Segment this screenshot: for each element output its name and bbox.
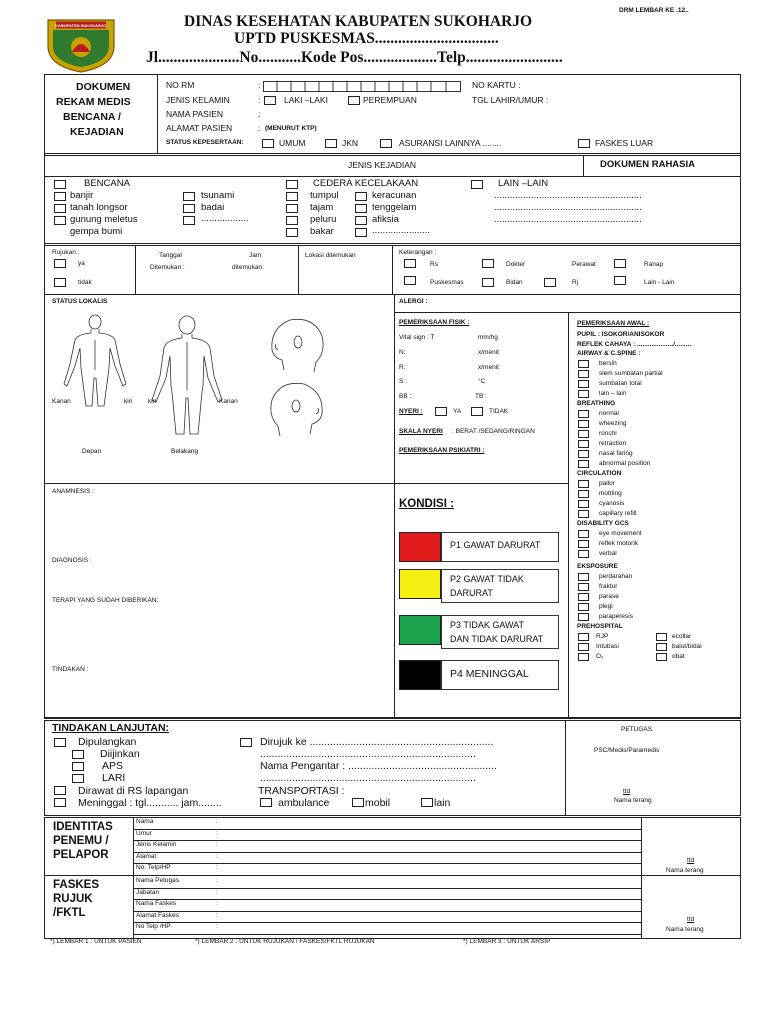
- airway-checkbox[interactable]: [578, 360, 589, 368]
- rujukan-ya: ya: [78, 260, 85, 267]
- petugas-role: PSC/Medis/Paramedis: [594, 747, 660, 754]
- laki-label: LAKI –LAKI: [284, 95, 328, 105]
- badai-label: badai: [201, 202, 225, 213]
- ket-puskesmas-checkbox[interactable]: [404, 276, 416, 285]
- lokasi-label: Lokasi ditemukan: [305, 252, 356, 259]
- dipulangkan-checkbox[interactable]: [54, 738, 66, 747]
- breathing-checkbox[interactable]: [578, 410, 589, 418]
- airway-label: AIRWAY & C.SPINE :: [577, 350, 641, 357]
- head-other-side-diagram[interactable]: [262, 378, 332, 438]
- circulation-label: pallor: [599, 479, 615, 487]
- circulation-checkbox[interactable]: [578, 510, 589, 518]
- anamnesis-label: ANAMNESIS :: [52, 488, 94, 495]
- tb-label: TB :: [475, 393, 487, 400]
- prehospital-title: PREHOSPITAL: [577, 622, 623, 630]
- tsunami-checkbox[interactable]: [183, 192, 195, 201]
- lain-dots-2: ........................................................: [494, 202, 642, 213]
- aps-label: APS: [102, 760, 124, 772]
- gunung-checkbox[interactable]: [54, 216, 66, 225]
- no-kartu-label: NO KARTU :: [472, 80, 521, 90]
- vital-sign-label: Vital sign : T: [399, 334, 435, 341]
- ket-rs: Rs: [430, 261, 438, 268]
- jenis-kelamin-label: JENIS KELAMIN: [166, 95, 230, 105]
- suhu-label: S :: [399, 378, 407, 385]
- balut-checkbox[interactable]: [656, 643, 667, 651]
- faskes-field-colon: :: [216, 877, 218, 884]
- perempuan-label: PEREMPUAN: [363, 95, 417, 105]
- identitas-field-label: Umur: [136, 829, 152, 837]
- identitas-title-3: PELAPOR: [53, 849, 109, 861]
- jkn-label: JKN: [342, 138, 359, 148]
- breathing-label: nasal faring: [599, 449, 633, 457]
- breathing-label: wheezing: [599, 419, 627, 427]
- breathing-label: abnormal position: [599, 459, 651, 467]
- nyeri-ya: YA: [453, 408, 462, 415]
- ket-rj-checkbox[interactable]: [544, 278, 556, 287]
- disability-label: verbal: [599, 549, 617, 557]
- breathing-checkbox[interactable]: [578, 460, 589, 468]
- jenis-kejadian-title: JENIS KEJADIAN: [348, 160, 417, 170]
- tanggal-label: Tanggal: [159, 252, 182, 259]
- aps-checkbox[interactable]: [72, 762, 84, 771]
- nadi-label: N:: [399, 349, 406, 356]
- perempuan-checkbox[interactable]: [348, 96, 360, 105]
- rjp-checkbox[interactable]: [578, 633, 589, 641]
- circulation-title: CIRCULATION: [577, 469, 622, 477]
- keterangan-label: Keterangan :: [399, 249, 437, 256]
- label-kiri-back: kiri: [148, 398, 157, 405]
- banjir-label: banjir: [70, 190, 94, 201]
- jkn-checkbox[interactable]: [325, 139, 337, 148]
- identitas-field-colon: :: [216, 852, 218, 860]
- circulation-label: mottling: [599, 489, 622, 497]
- mobil-checkbox[interactable]: [352, 798, 364, 807]
- tanggal-label-2: Ditemukan :: [150, 264, 185, 271]
- meninggal-label: Meninggal : tgl........... jam........: [78, 797, 222, 809]
- cedera-lain-dots: ......................: [372, 225, 431, 236]
- dirawat-checkbox[interactable]: [54, 786, 66, 795]
- circulation-label: capillary refill: [599, 509, 637, 517]
- colon: :: [258, 109, 261, 119]
- nadi-unit: x/menit: [478, 349, 499, 356]
- identitas-field-line[interactable]: [133, 829, 641, 830]
- lari-checkbox[interactable]: [72, 774, 84, 783]
- header-puskesmas: UPTD PUSKESMAS................................: [234, 30, 499, 47]
- airway-checkbox[interactable]: [578, 390, 589, 398]
- eksposure-checkbox[interactable]: [578, 613, 589, 621]
- jam-label: Jam: [249, 252, 262, 259]
- airway-label: bersih: [599, 359, 617, 367]
- banjir-checkbox[interactable]: [54, 192, 66, 201]
- breathing-checkbox[interactable]: [578, 430, 589, 438]
- cedera-checkbox[interactable]: [286, 180, 298, 189]
- dokumen-title-2: REKAM MEDIS: [56, 96, 131, 108]
- eksposure-label: fraktur: [599, 582, 618, 590]
- bakar-checkbox[interactable]: [286, 228, 298, 237]
- pemeriksaan-awal-title: PEMERIKSAAN AWAL :: [577, 320, 650, 327]
- breathing-label: ronchi: [599, 429, 617, 437]
- label-kanan-back: Kanan: [219, 398, 238, 405]
- identitas-field-line[interactable]: [133, 840, 641, 841]
- eksposure-checkbox[interactable]: [578, 593, 589, 601]
- disability-checkbox[interactable]: [578, 530, 589, 538]
- disability-checkbox[interactable]: [578, 540, 589, 548]
- rujukan-ya-checkbox[interactable]: [54, 259, 66, 268]
- faskes-field-colon: :: [216, 888, 218, 896]
- dirawat-label: Dirawat di RS lapangan: [78, 785, 189, 797]
- lain-dots-3: ........................................................: [494, 214, 642, 225]
- identitas-field-line[interactable]: [133, 863, 641, 864]
- longsor-checkbox[interactable]: [54, 204, 66, 213]
- label-kanan-front: Kanan: [52, 398, 71, 405]
- eksposure-label: parase: [599, 592, 619, 600]
- colon: :: [258, 123, 261, 133]
- mmhg-unit: mm/hg: [478, 334, 498, 341]
- bencana-lain-dots: ..................: [201, 213, 249, 224]
- faskes-title: FASKES: [53, 879, 100, 891]
- faskes-field-label: No Telp /HP: [136, 923, 171, 931]
- jam-label-2: ditemukan:: [232, 264, 264, 271]
- petugas-ttd: ttd: [623, 788, 631, 795]
- nyeri-label: NYERI :: [399, 408, 423, 415]
- dokumen-rahasia-label: DOKUMEN RAHASIA: [600, 159, 695, 170]
- respirasi-unit: x/menit: [478, 364, 499, 371]
- keracunan-label: keracunan: [372, 190, 417, 201]
- nama-pasien-label: NAMA PASIEN: [166, 109, 223, 119]
- eksposure-label: paraperesis: [599, 612, 633, 620]
- breathing-label: normal: [599, 409, 619, 417]
- identitas-field-colon: :: [216, 841, 218, 849]
- petugas-title: PETUGAS: [621, 726, 653, 733]
- status-kepesertaan-label: STATUS KEPESERTAAN:: [166, 139, 244, 146]
- kondisi-color-swatch[interactable]: [399, 660, 441, 690]
- ket-lain: Lain - Lain: [644, 279, 675, 286]
- laki-checkbox[interactable]: [264, 96, 276, 105]
- identitas-field-colon: :: [216, 829, 218, 837]
- disability-title: DISABILITY GCS: [577, 519, 629, 527]
- diijinkan-label: Diijinkan: [100, 748, 140, 760]
- keracunan-checkbox[interactable]: [355, 192, 367, 201]
- no-rm-boxes[interactable]: [263, 79, 461, 90]
- cedera-lain-checkbox[interactable]: [355, 228, 367, 237]
- pupil-label: PUPIL : ISOKOR/ANISOKOR: [577, 331, 665, 338]
- lain-label: lain: [434, 797, 451, 809]
- kondisi-label-2: DARURAT: [450, 588, 493, 598]
- breathing-checkbox[interactable]: [578, 450, 589, 458]
- no-rm-label: NO RM: [166, 80, 195, 90]
- ket-rj: Rj: [572, 279, 579, 286]
- peluru-label: peluru: [310, 214, 337, 225]
- kondisi-label-2: DAN TIDAK DARURAT: [450, 634, 544, 644]
- faskes-field-line[interactable]: [133, 899, 641, 900]
- identitas-field-label: No. Telp/HP: [136, 864, 171, 872]
- airway-checkbox[interactable]: [578, 370, 589, 378]
- mobil-label: mobil: [365, 797, 391, 809]
- eksposure-title: EKSPOSURE: [577, 562, 618, 570]
- bencana-checkbox[interactable]: [54, 180, 66, 189]
- footer-lembar-3: *) LEMBAR 3 : UNTUK ARSIP: [463, 938, 551, 945]
- eksposure-label: perdarahan: [599, 572, 633, 580]
- faskes-field-line[interactable]: [133, 911, 641, 912]
- faskes-field-label: Nama Faskes: [136, 900, 177, 908]
- faskes-field-line[interactable]: [133, 934, 641, 935]
- bakar-label: bakar: [310, 226, 334, 237]
- asuransi-checkbox[interactable]: [380, 139, 392, 148]
- cedera-label: CEDERA KECELAKAAN: [313, 178, 419, 189]
- obat-label: obat: [672, 652, 685, 660]
- status-lokalis-title: STATUS LOKALIS: [52, 298, 108, 305]
- nyeri-ya-checkbox[interactable]: [435, 407, 447, 416]
- ket-dokter-checkbox[interactable]: [482, 259, 494, 268]
- faskes-field-label: Jabatan: [136, 888, 160, 896]
- tumpul-label: tumpul: [310, 190, 339, 201]
- breathing-checkbox[interactable]: [578, 420, 589, 428]
- meninggal-checkbox[interactable]: [54, 798, 66, 807]
- tsunami-label: tsunami: [201, 190, 235, 201]
- dokumen-title-4: KEJADIAN: [70, 126, 124, 138]
- circulation-checkbox[interactable]: [578, 500, 589, 508]
- identitas-nama-terang: Nama terang: [666, 867, 704, 874]
- psikiatri-label: PEMERIKSAAN PSIKIATRI :: [399, 447, 485, 454]
- ket-ranap-checkbox[interactable]: [614, 259, 626, 268]
- breathing-title: BREATHING: [577, 399, 616, 407]
- label-belakang: Belakang: [171, 448, 199, 455]
- umum-checkbox[interactable]: [262, 139, 274, 148]
- identitas-field-label: Nama: [136, 818, 154, 825]
- ket-ranap: Ranap: [644, 261, 664, 268]
- petugas-nama-terang: Nama terang: [614, 797, 652, 804]
- kondisi-label: P2 GAWAT TIDAK: [450, 574, 524, 584]
- footer-lembar-1: *) LEMBAR 1 : UNTUK PASIEN: [50, 938, 142, 945]
- airway-label: slem sumbatan partial: [599, 369, 663, 377]
- disability-checkbox[interactable]: [578, 550, 589, 558]
- kondisi-label: P1 GAWAT DARURAT: [450, 540, 541, 550]
- dipulangkan-label: Dipulangkan: [78, 736, 137, 748]
- kondisi-label: P4 MENINGGAL: [450, 668, 529, 680]
- kondisi-color-swatch[interactable]: [399, 615, 441, 645]
- faskes-luar-label: FASKES LUAR: [595, 138, 654, 148]
- rujukan-tidak: tidak: [78, 279, 92, 286]
- identitas-field-line[interactable]: [133, 875, 641, 876]
- tenggelam-checkbox[interactable]: [355, 204, 367, 213]
- transportasi-label: TRANSPORTASI :: [258, 785, 345, 797]
- bencana-lain-checkbox[interactable]: [183, 216, 195, 225]
- eksposure-checkbox[interactable]: [578, 573, 589, 581]
- rjp-label: RJP: [596, 632, 609, 640]
- ket-bidan: Bidan: [506, 279, 523, 286]
- diijinkan-checkbox[interactable]: [72, 750, 84, 759]
- faskes-luar-checkbox[interactable]: [578, 139, 590, 148]
- afiksia-label: afiksia: [372, 214, 399, 225]
- suhu-unit: °C: [478, 378, 486, 385]
- skala-nyeri: SKALA NYERI: [399, 428, 443, 435]
- tgl-lahir-label: TGL LAHIR/UMUR :: [472, 95, 549, 105]
- tindakan-lanjutan-title: TINDAKAN LANJUTAN:: [52, 722, 170, 734]
- respirasi-label: R:: [399, 364, 406, 371]
- obat-checkbox[interactable]: [656, 653, 667, 661]
- diagnosis-label: DIAGNOSIS :: [52, 557, 92, 564]
- colon: :: [258, 95, 261, 105]
- disability-label: reflek motorik: [599, 539, 639, 547]
- kondisi-color-swatch[interactable]: [399, 569, 441, 599]
- dirujuk-label: Dirujuk ke ...............................................................: [260, 736, 494, 748]
- faskes-field-label: Alamat Faskes: [136, 911, 179, 919]
- body-front-diagram[interactable]: [50, 312, 140, 412]
- ket-lain-checkbox[interactable]: [614, 276, 626, 285]
- label-depan: Depan: [82, 448, 102, 455]
- circulation-checkbox[interactable]: [578, 480, 589, 488]
- skala-nyeri-options: : BERAT /SEDANG/RINGAN: [452, 428, 535, 435]
- identitas-field-colon: :: [216, 864, 218, 872]
- dirujuk-dots: ..........................................................................: [260, 748, 476, 760]
- lari-label: LARI: [102, 772, 126, 784]
- ket-perawat: Perawat: [572, 261, 596, 268]
- lain-lain-label: LAIN –LAIN: [498, 178, 549, 189]
- o2-checkbox[interactable]: [578, 653, 589, 661]
- breathing-checkbox[interactable]: [578, 440, 589, 448]
- tajam-checkbox[interactable]: [286, 204, 298, 213]
- circulation-label: cyanosis: [599, 499, 625, 507]
- eksposure-checkbox[interactable]: [578, 603, 589, 611]
- refleks-label: REFLEK CAHAYA : ..................../.........: [577, 341, 692, 348]
- ecollar-checkbox[interactable]: [656, 633, 667, 641]
- faskes-ttd: ttd: [687, 916, 695, 923]
- identitas-field-colon: :: [216, 818, 218, 825]
- afiksia-checkbox[interactable]: [355, 216, 367, 225]
- bencana-label: BENCANA: [84, 178, 130, 189]
- dokumen-title-3: BENCANA /: [63, 111, 121, 123]
- ecollar-label: ecollar: [672, 632, 692, 640]
- umum-label: UMUM: [279, 138, 306, 148]
- kondisi-label: P3 TIDAK GAWAT: [450, 620, 525, 630]
- faskes-title-3: /FKTL: [53, 907, 86, 919]
- longsor-label: tanah longsor: [70, 202, 128, 213]
- colon: :: [258, 80, 261, 90]
- alamat-pasien-label: ALAMAT PASIEN: [166, 123, 233, 133]
- faskes-nama-terang: Nama terang: [666, 926, 704, 933]
- lain-checkbox[interactable]: [421, 798, 433, 807]
- label-kiri-front: kiri: [124, 398, 133, 405]
- airway-label: lain – lain: [599, 389, 627, 397]
- breathing-label: retraction: [599, 439, 627, 447]
- dirujuk-checkbox[interactable]: [240, 738, 252, 747]
- menurut-ktp: (MENURUT KTP): [265, 125, 317, 132]
- identitas-title: IDENTITAS: [53, 821, 113, 833]
- o2-label: O₂: [596, 652, 604, 660]
- balut-label: balut/bidai: [672, 642, 702, 650]
- tenggelam-label: tenggelam: [372, 202, 417, 213]
- airway-label: sumbatan total: [599, 379, 642, 387]
- pengantar-label: Nama Pengantar : ...................................................: [260, 760, 497, 772]
- disability-label: eye movement: [599, 529, 642, 537]
- ambulance-checkbox[interactable]: [260, 798, 272, 807]
- asuransi-label: ASURANSI LAINNYA ........: [399, 138, 502, 148]
- badai-checkbox[interactable]: [183, 204, 195, 213]
- ket-bidan-checkbox[interactable]: [482, 278, 494, 287]
- intubasi-checkbox[interactable]: [578, 643, 589, 651]
- sheet-number: DRM LEMBAR KE .12..: [619, 7, 689, 14]
- dokumen-title: DOKUMEN: [76, 81, 131, 93]
- body-back-diagram[interactable]: [142, 312, 232, 442]
- peluru-checkbox[interactable]: [286, 216, 298, 225]
- faskes-field-colon: :: [216, 900, 218, 908]
- identitas-field-label: Jenis Kelamin: [136, 841, 177, 849]
- nyeri-tidak-checkbox[interactable]: [471, 407, 483, 416]
- gunung-label: gunung meletus: [70, 214, 138, 225]
- identitas-field-line[interactable]: [133, 852, 641, 853]
- eksposure-label: plegi: [599, 602, 613, 610]
- tindakan-label: TINDAKAN :: [52, 666, 89, 673]
- rujukan-tidak-checkbox[interactable]: [54, 278, 66, 287]
- intubasi-label: Intubasi: [596, 642, 619, 650]
- terapi-label: TERAPI YANG SUDAH DIBERIKAN:: [52, 597, 159, 604]
- faskes-field-line[interactable]: [133, 922, 641, 923]
- kondisi-color-swatch[interactable]: [399, 532, 441, 562]
- faskes-field-label: Nama Petugas: [136, 877, 179, 884]
- logo-text: KABUPATEN SUKOHARJO: [55, 23, 107, 28]
- lain-dots-1: ........................................................: [494, 190, 642, 201]
- header-title: DINAS KESEHATAN KABUPATEN SUKOHARJO: [184, 13, 533, 30]
- ket-rs-checkbox[interactable]: [404, 259, 416, 268]
- faskes-field-colon: :: [216, 923, 218, 931]
- identitas-field-label: Alamat: [136, 852, 157, 860]
- gempa-label: gempa bumi: [70, 226, 123, 237]
- footer-lembar-2: *) LEMBAR 2 : UNTUK RUJUKAN / FASKES/FKTL RUJUKAN: [195, 938, 375, 945]
- alergi-label: ALERGI :: [399, 298, 428, 305]
- pemeriksaan-fisik-title: PEMERIKSAAN FISIK :: [399, 319, 470, 326]
- lain-lain-checkbox[interactable]: [471, 180, 483, 189]
- header-address: Jl.....................No...........Kode Pos...................Telp.........................: [146, 49, 563, 66]
- circulation-checkbox[interactable]: [578, 490, 589, 498]
- rujukan-label: Rujukan :: [52, 249, 80, 256]
- head-side-diagram[interactable]: [262, 314, 332, 374]
- tajam-label: tajam: [310, 202, 334, 213]
- ambulance-label: ambulance: [278, 797, 330, 809]
- tumpul-checkbox[interactable]: [286, 192, 298, 201]
- airway-checkbox[interactable]: [578, 380, 589, 388]
- identitas-ttd: ttd: [687, 857, 695, 864]
- faskes-field-line[interactable]: [133, 888, 641, 889]
- identitas-title-2: PENEMU /: [53, 835, 109, 847]
- ket-puskesmas: Puskesmas: [430, 279, 464, 286]
- nyeri-tidak: TIDAK: [489, 408, 509, 415]
- pengantar-dots: ..........................................................................: [260, 772, 476, 784]
- bb-label: BB :: [399, 393, 412, 400]
- ket-dokter: Dokter: [506, 261, 526, 268]
- faskes-field-colon: :: [216, 911, 218, 919]
- kondisi-title: KONDISI :: [399, 498, 454, 510]
- eksposure-checkbox[interactable]: [578, 583, 589, 591]
- faskes-title-2: RUJUK: [53, 893, 93, 905]
